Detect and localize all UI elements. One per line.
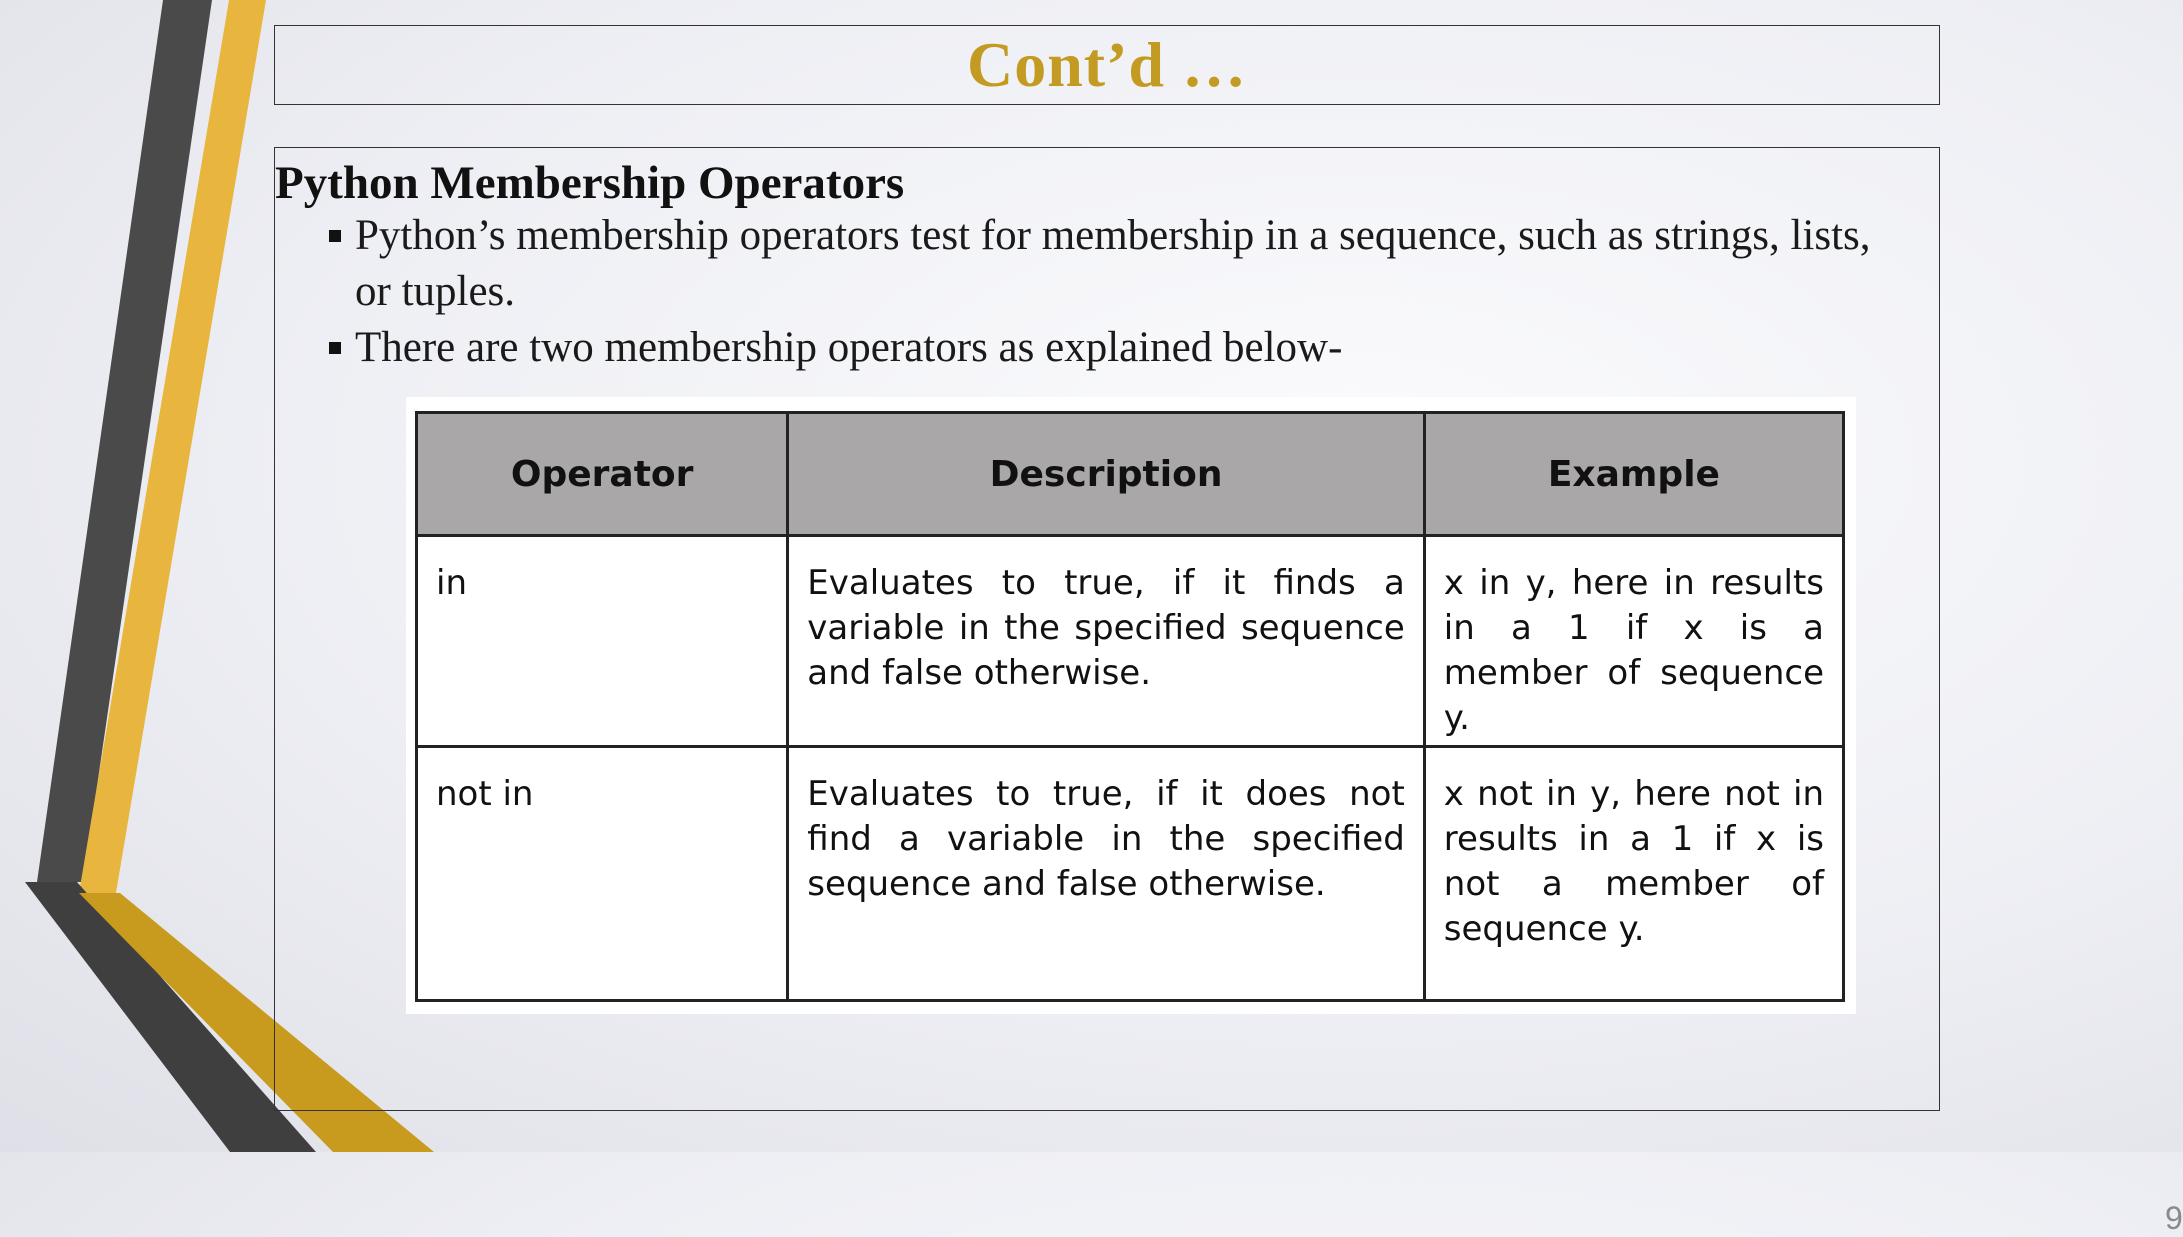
dark-stripe xyxy=(37,0,212,882)
page-number: 9 xyxy=(2165,1200,2183,1236)
bullet-item xyxy=(355,320,1915,376)
operator-cell: in xyxy=(417,536,788,747)
header-example: Example xyxy=(1424,413,1843,536)
operators-table xyxy=(415,411,1845,1002)
table-header-row xyxy=(417,413,1844,536)
square-bullet-icon xyxy=(329,230,341,242)
header-operator: Operator xyxy=(417,413,788,536)
slide-title: Cont’d … xyxy=(966,29,1248,100)
gold-stripe xyxy=(79,0,266,893)
square-bullet-icon xyxy=(329,342,341,354)
header-description: Description xyxy=(788,413,1425,536)
bullet-item xyxy=(355,208,1915,320)
bullet-text: Python’s membership operators test for membership in a sequence, such as strings, lists, or tuples. xyxy=(355,212,1871,315)
example-cell: x in y, here in results in a 1 if x is a member of sequence y. xyxy=(1424,536,1843,747)
bullet-text: There are two membership operators as explained below- xyxy=(355,324,1343,371)
dark-lower-stripe xyxy=(25,882,316,1152)
operator-cell: not in xyxy=(417,747,788,1001)
table-row xyxy=(417,536,1844,747)
description-cell: Evaluates to true, if it finds a variable in the specified sequence and false otherwise. xyxy=(788,536,1425,747)
description-cell: Evaluates to true, if it does not find a variable in the specified sequence and false otherwise. xyxy=(788,747,1425,1001)
table-row xyxy=(417,747,1844,1001)
example-cell: x not in y, here not in results in a 1 if x is not a member of sequence y. xyxy=(1424,747,1843,1001)
operators-table-image xyxy=(406,397,1856,1014)
title-box xyxy=(274,25,1940,105)
section-heading: Python Membership Operators xyxy=(275,157,905,209)
